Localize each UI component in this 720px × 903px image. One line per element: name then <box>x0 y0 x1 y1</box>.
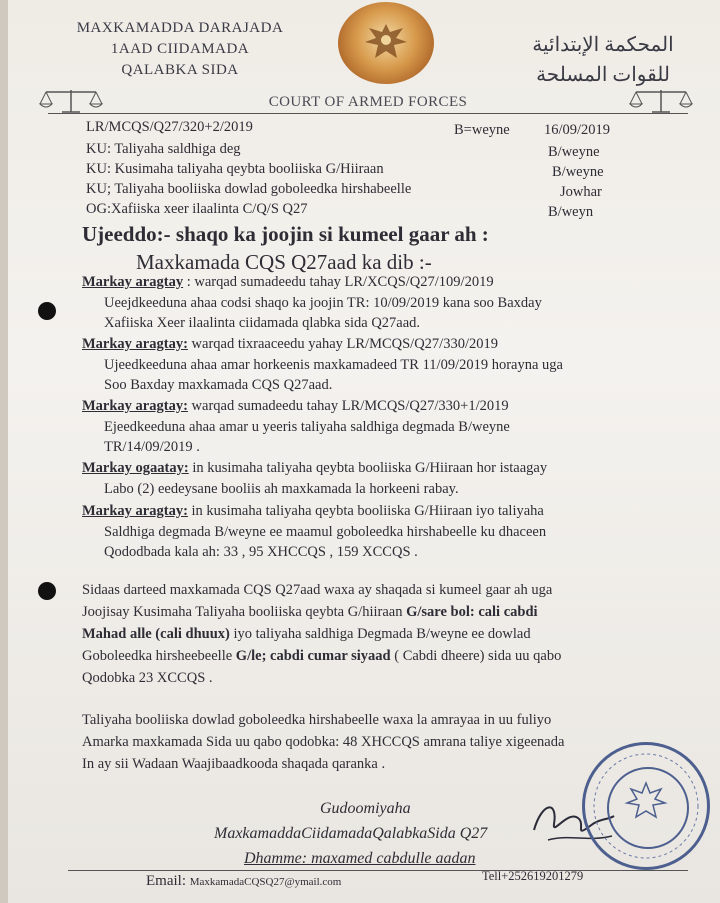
scales-of-justice-icon <box>36 86 106 116</box>
stamp-eagle-icon <box>609 769 683 843</box>
letterhead-somali-line: 1AAD CIIDAMADA <box>110 41 250 57</box>
reference-number: LR/MCQS/Q27/320+2/2019 <box>86 119 253 135</box>
subject-line-2: Maxkamada CQS Q27aad ka dib :- <box>136 250 432 274</box>
recipient-location: B/weyne <box>552 164 604 180</box>
recipient-line: KU; Taliyaha booliiska dowlad goboleedka hirshabeelle <box>86 181 412 197</box>
bullet-dot <box>38 302 56 320</box>
finding-label: Markay aragtay: <box>82 503 188 519</box>
finding-label: Markay ogaatay: <box>82 460 189 476</box>
finding-line: Ujeedkeeduna ahaa amar horkeenis maxkamadeed TR 11/09/2019 horayna uga <box>104 357 563 373</box>
court-stamp-icon <box>582 742 710 870</box>
finding-label: Markay aragtay: <box>82 336 188 352</box>
reference-place: B=weyne <box>454 122 510 138</box>
subject-line: Ujeeddo:- shaqo ka joojin si kumeel gaar ah : <box>82 222 489 246</box>
footer-phone: Tell+252619201279 <box>482 869 584 883</box>
finding-text: : warqad sumadeedu tahay LR/XCQS/Q27/109/2019 <box>183 274 494 290</box>
reference-date: 16/09/2019 <box>544 122 611 138</box>
finding-heading <box>82 274 494 291</box>
letterhead-arabic <box>498 30 708 90</box>
recipient-line: KU: Kusimaha taliyaha qeybta booliiska G/Hiiraan <box>86 161 384 177</box>
finding-label: Markay aragtay: <box>82 398 188 414</box>
recipient-location: B/weyn <box>548 204 594 220</box>
decision-text: ( Cabdi dheere) sida uu qabo <box>390 648 562 664</box>
order-line: Taliyaha booliiska dowlad goboleedka hirshabeelle waxa la amrayaa in uu fuliyo <box>82 712 552 728</box>
email-address: MaxkamadaCQSQ27@ymail.com <box>189 876 342 888</box>
finding-line: Xafiiska Xeer ilaalinta ciidamada qlabka sida Q27aad. <box>104 315 421 331</box>
decision-officer: G/le; cabdi cumar siyaad <box>235 648 391 664</box>
finding-text: in kusimaha taliyaha qeybta booliiska G/Hiiraan iyo taliyaha <box>187 503 544 519</box>
finding-heading <box>82 398 509 415</box>
document-page <box>8 0 720 903</box>
finding-line: Ueejdkeeduna ahaa codsi shaqo ka joojin TR: 10/09/2019 kana soo Baxday <box>104 295 542 311</box>
decision-officer: Mahad alle (cali dhuux) <box>82 626 230 642</box>
scales-of-justice-icon <box>626 86 696 116</box>
finding-line: Saldhiga degmada B/weyne ee maamul goboleedka hirshabeelle ku dhaceen <box>104 524 547 540</box>
stamp-emblem-icon <box>607 767 689 849</box>
letterhead-arabic-line: المحكمة الإبتدائية <box>532 34 674 56</box>
decision-line <box>82 626 531 643</box>
signature-org: MaxkamaddaCiidamadaQalabkaSida Q27 <box>214 825 488 842</box>
finding-line: Labo (2) eedeysane booliis ah maxkamada la horkeeni rabay. <box>104 481 459 497</box>
header-divider <box>48 113 688 114</box>
letterhead-arabic-line: للقوات المسلحة <box>536 64 670 86</box>
finding-heading <box>82 336 498 353</box>
decision-text: Joojisay Kusimaha Taliyaha booliiska qeybta G/hiiraan <box>82 604 407 620</box>
recipient-location: Jowhar <box>560 184 602 200</box>
eagle-icon <box>363 20 409 64</box>
court-title: COURT OF ARMED FORCES <box>268 94 468 110</box>
decision-line: Qodobka 23 XCCQS . <box>82 670 213 686</box>
footer-email <box>146 873 341 890</box>
signature-title: Gudoomiyaha <box>320 800 411 817</box>
finding-label: Markay aragtay <box>82 274 184 290</box>
recipient-line: KU: Taliyaha saldhiga deg <box>86 141 241 157</box>
finding-heading <box>82 503 544 520</box>
finding-line: Qododbada kala ah: 33 , 95 XHCCQS , 159 XCCQS . <box>104 544 418 560</box>
decision-line <box>82 648 561 665</box>
finding-line: TR/14/09/2019 . <box>104 439 200 455</box>
order-line: Amarka maxkamada Sida uu qabo qodobka: 48 XHCCQS amrana taliye xigeenada <box>82 734 565 750</box>
decision-officer: G/sare bol: cali cabdi <box>406 604 538 620</box>
decision-text: iyo taliyaha saldhiga Degmada B/weyne ee dowlad <box>229 626 531 642</box>
recipient-location: B/weyne <box>548 144 600 160</box>
letterhead-somali-line: QALABKA SIDA <box>121 62 239 78</box>
footer-divider <box>68 870 688 871</box>
bullet-dot <box>38 582 56 600</box>
signature-name: Dhamme: maxamed cabdulle aadan <box>244 850 476 867</box>
finding-line: Soo Baxday maxkamada CQS Q27aad. <box>104 377 333 393</box>
email-label: Email: <box>146 873 186 889</box>
letterhead-somali-line: MAXKAMADDA DARAJADA <box>76 20 284 36</box>
finding-text: warqad tixraaceedu yahay LR/MCQS/Q27/330/2019 <box>187 336 498 352</box>
order-line: In ay sii Wadaan Waajibaadkooda shaqada qaranka . <box>82 756 386 772</box>
finding-text: in kusimaha taliyaha qeybta booliiska G/Hiiraan hor istaagay <box>188 460 548 476</box>
recipient-line: OG:Xafiiska xeer ilaalinta C/Q/S Q27 <box>86 201 308 217</box>
finding-line: Ejeedkeeduna ahaa amar u yeeris taliyaha saldhiga degmada B/weyne <box>104 419 510 435</box>
finding-text: warqad sumadeedu tahay LR/MCQS/Q27/330+1/2019 <box>187 398 509 414</box>
decision-line: Sidaas darteed maxkamada CQS Q27aad waxa ay shaqada si kumeel gaar ah uga <box>82 582 553 598</box>
letterhead-somali <box>60 18 300 81</box>
decision-text: Goboleedka hirsheebeelle <box>82 648 236 664</box>
decision-line <box>82 604 538 621</box>
finding-heading <box>82 460 547 477</box>
court-emblem-icon <box>338 2 434 84</box>
